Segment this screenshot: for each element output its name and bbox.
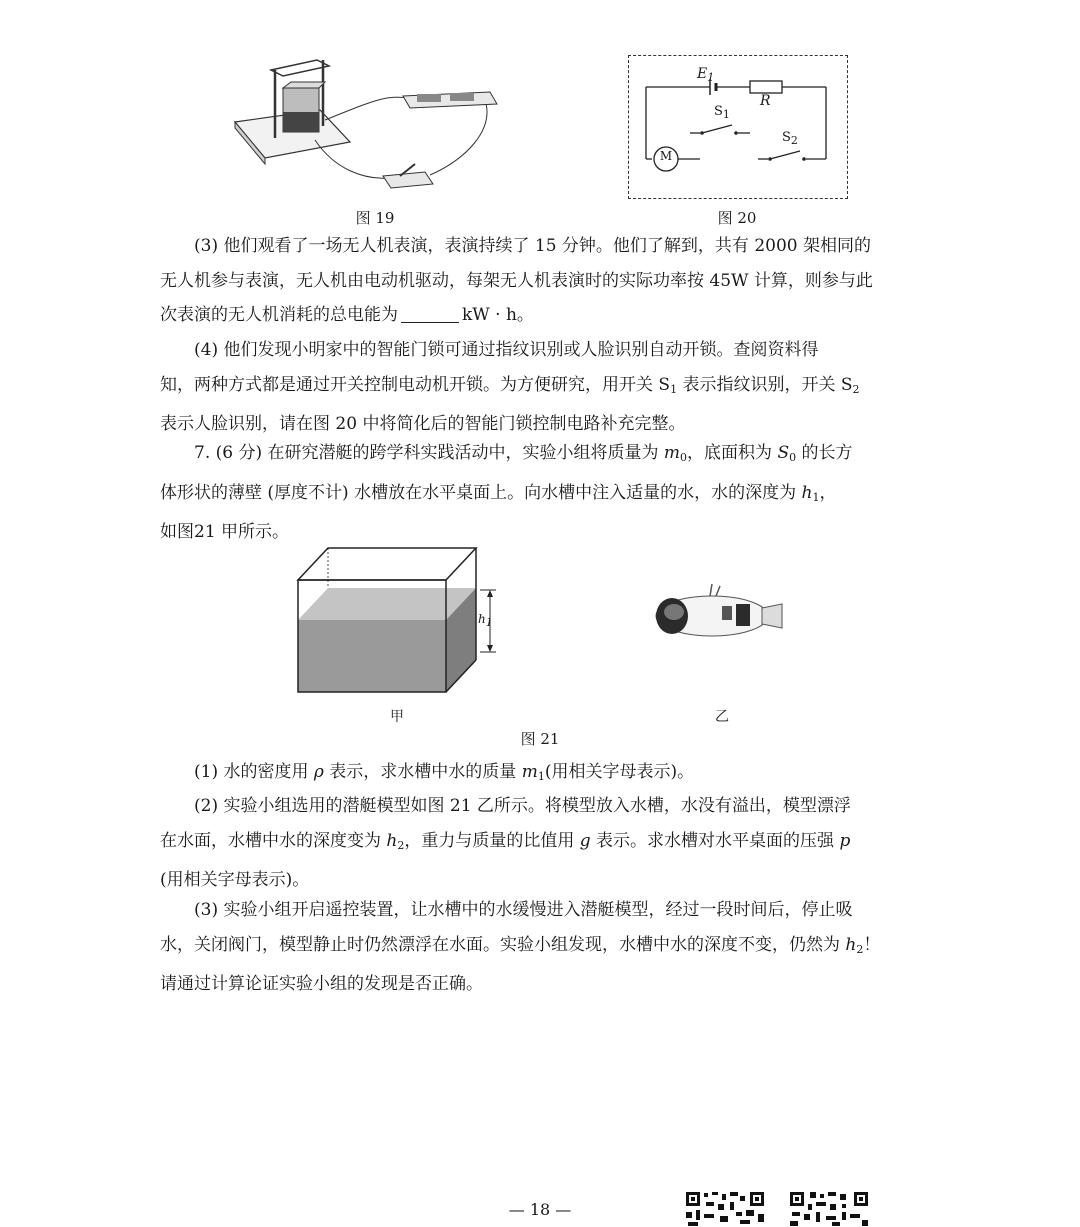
figure-19-apparatus	[225, 40, 515, 200]
figure-21-water-tank	[290, 540, 510, 700]
q6-4-line-3: 表示人脸识别，请在图 20 中将简化后的智能门锁控制电路补充完整。	[160, 414, 686, 434]
q7-2-line-3: (用相关字母表示)。	[160, 870, 310, 890]
label-battery: $E_1$	[697, 66, 715, 84]
q7-1-line: (1) 水的密度用 ρ 表示，求水槽中水的质量 $m_1$(用相关字母表示)。	[194, 762, 695, 783]
qr-code-icon	[684, 1190, 768, 1227]
question-6-4	[160, 333, 922, 442]
q7-line-3: 如图21 甲所示。	[160, 522, 290, 542]
question-7-3	[160, 893, 922, 1002]
figure-21-caption: 图 21	[520, 730, 560, 748]
figure-20-wiring	[628, 55, 846, 197]
q7-2-line-2: 在水面，水槽中水的深度变为 $h_2$，重力与质量的比值用 g 表示。求水槽对水平桌面的压强 p	[160, 830, 851, 852]
label-resistor: R	[760, 93, 771, 109]
resistor-symbol	[750, 81, 782, 93]
q6-4-line-2: 知，两种方式都是通过开关控制电动机开锁。为方便研究，用开关 $S_1$ 表示指纹识别，开关 $S_2$	[160, 374, 860, 396]
q7-line-2: 体形状的薄壁 (厚度不计) 水槽放在水平桌面上。向水槽中注入适量的水，水的深度为 $h_1$，	[160, 482, 837, 504]
q6-3-line-2: 无人机参与表演，无人机由电动机驱动，每架无人机表演时的实际功率按 45W 计算，则参与此	[160, 270, 873, 291]
q7-3-line-1: (3) 实验小组开启遥控装置，让水槽中的水缓慢进入潜艇模型，经过一段时间后，停止吸	[194, 900, 853, 920]
q7-3-line-3: 请通过计算论证实验小组的发现是否正确。	[160, 974, 483, 994]
answer-blank[interactable]	[401, 304, 459, 323]
figure-19-caption: 图 19	[355, 209, 395, 227]
label-switch-2: $S_2$	[782, 130, 798, 147]
q6-4-line-1: (4) 他们发现小明家中的智能门锁可通过指纹识别或人脸识别自动开锁。查阅资料得	[194, 340, 819, 360]
q7-2-line-1: (2) 实验小组选用的潜艇模型如图 21 乙所示。将模型放入水槽，水没有溢出，模型漂浮	[194, 796, 851, 816]
figure-20-caption: 图 20	[717, 209, 757, 227]
figure-21-label-right: 乙	[715, 709, 729, 725]
q7-3-line-2: 水，关闭阀门，模型静止时仍然漂浮在水面。实验小组发现，水槽中水的深度不变，仍然为 $h_2$！	[160, 934, 881, 956]
qr-code-icon	[788, 1190, 872, 1227]
label-depth-h1: $h_1$	[478, 612, 493, 629]
label-motor: M	[659, 149, 673, 163]
q7-line-1: 7. (6 分) 在研究潜艇的跨学科实践活动中，实验小组将质量为 $m_0$，底面积为 $S_0$ 的长方	[194, 443, 853, 464]
question-7	[160, 436, 922, 550]
q6-3-line-3: 次表演的无人机消耗的总电能为 kW · h。	[160, 305, 534, 325]
question-7-2	[160, 789, 922, 898]
figure-21-label-left: 甲	[390, 709, 404, 725]
label-switch-1: $S_1$	[714, 104, 730, 121]
question-6-3	[160, 229, 922, 333]
submarine-model-image	[650, 578, 790, 648]
page-number: — 18 —	[508, 1200, 572, 1219]
q6-3-line-1: (3) 他们观看了一场无人机表演，表演持续了 15 分钟。他们了解到，共有 2000 架相同的	[194, 236, 871, 256]
